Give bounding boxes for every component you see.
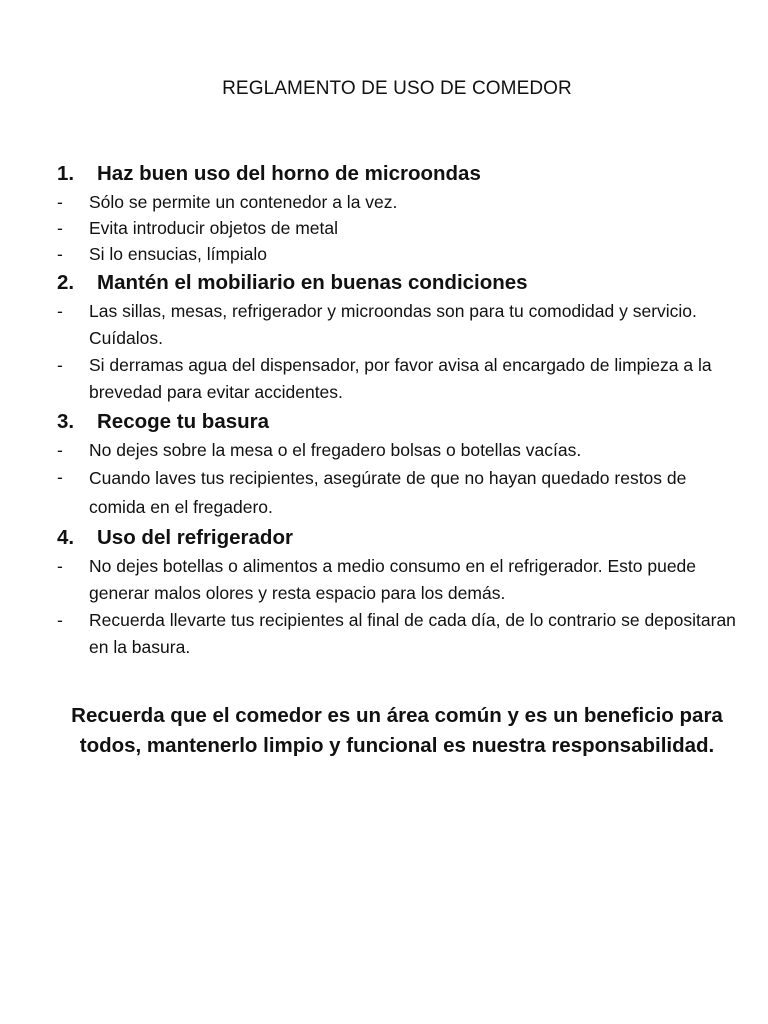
rules-list	[57, 158, 747, 661]
list-item-text: No dejes sobre la mesa o el fregadero bolsas o botellas vacías.	[89, 440, 582, 460]
list-item-text: Cuando laves tus recipientes, asegúrate de que no hayan quedado restos de comida en el fregadero.	[89, 468, 687, 517]
section-heading	[57, 267, 747, 298]
bullet-dash: -	[57, 192, 63, 212]
list-item-text: Evita introducir objetos de metal	[89, 218, 339, 238]
list-item-text: Las sillas, mesas, refrigerador y microondas son para tu comodidad y servicio. Cuídalos.	[89, 301, 697, 348]
section-number: 3.	[57, 410, 75, 433]
list-item	[57, 241, 747, 267]
section-heading	[57, 406, 747, 437]
section-items	[57, 437, 747, 522]
section-items	[57, 189, 747, 267]
section-number: 1.	[57, 162, 75, 185]
rule-section-3	[57, 406, 747, 522]
document-title: REGLAMENTO DE USO DE COMEDOR	[222, 78, 572, 99]
bullet-dash: -	[57, 355, 63, 375]
section-number: 2.	[57, 271, 75, 294]
list-item-text: Si lo ensucias, límpialo	[89, 244, 267, 264]
bullet-dash: -	[57, 440, 63, 460]
section-title: Uso del refrigerador	[97, 526, 293, 549]
list-item	[57, 215, 747, 241]
list-item-text: Recuerda llevarte tus recipientes al final de cada día, de lo contrario se depositaran en la basura.	[89, 610, 736, 657]
section-number: 4.	[57, 526, 75, 549]
bullet-dash: -	[57, 218, 63, 238]
list-item	[57, 464, 747, 522]
section-title: Recoge tu basura	[97, 410, 270, 433]
list-item	[57, 437, 747, 464]
section-items	[57, 553, 747, 661]
section-heading	[57, 158, 747, 189]
rule-section-2	[57, 267, 747, 406]
closing-statement: Recuerda que el comedor es un área común y es un beneficio para todos, mantenerlo limpio y funcional es nuestra responsabilidad.	[71, 704, 723, 757]
rule-section-1	[57, 158, 747, 267]
list-item	[57, 352, 747, 406]
list-item-text: Si derramas agua del dispensador, por favor avisa al encargado de limpieza a la brevedad para evitar accidentes.	[89, 355, 712, 402]
bullet-dash: -	[57, 556, 63, 576]
bullet-dash: -	[57, 467, 63, 487]
section-title: Haz buen uso del horno de microondas	[97, 162, 481, 185]
section-heading	[57, 522, 747, 553]
list-item	[57, 553, 747, 607]
list-item	[57, 607, 747, 661]
list-item	[57, 298, 747, 352]
section-title: Mantén el mobiliario en buenas condiciones	[97, 271, 528, 294]
list-item-text: No dejes botellas o alimentos a medio consumo en el refrigerador. Esto puede generar malos olores y resta espacio para los demás.	[89, 556, 697, 603]
list-item-text: Sólo se permite un contenedor a la vez.	[89, 192, 398, 212]
bullet-dash: -	[57, 610, 63, 630]
rule-section-4	[57, 522, 747, 661]
list-item	[57, 189, 747, 215]
bullet-dash: -	[57, 244, 63, 264]
bullet-dash: -	[57, 301, 63, 321]
section-items	[57, 298, 747, 406]
